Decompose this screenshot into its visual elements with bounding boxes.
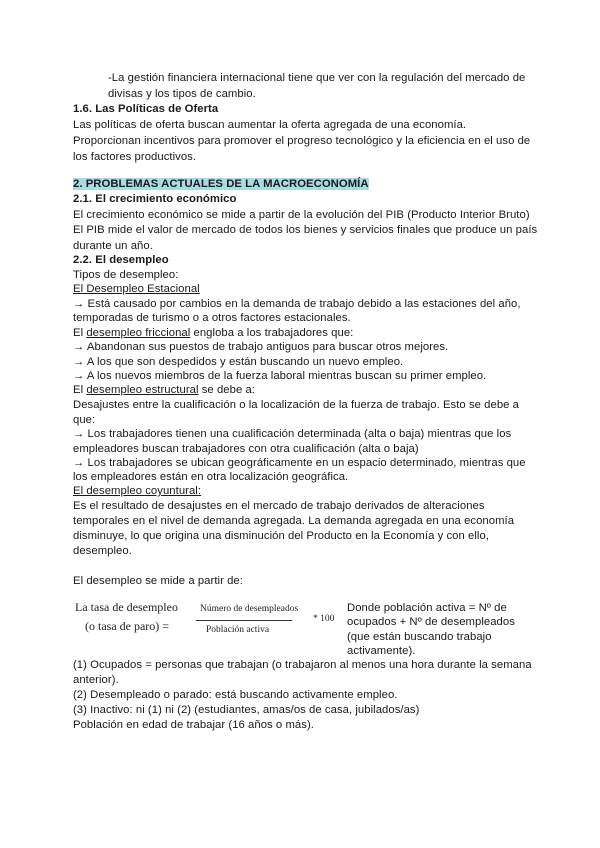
unemployment-rate-formula: [73, 598, 343, 646]
formula-note-line: ocupados + Nº de desempleados: [347, 616, 515, 628]
subheading-estructural: desempleo estructural: [86, 384, 199, 396]
section-heading-2-2: 2.2. El desempleo: [73, 254, 169, 266]
definition-line: (1) Ocupados = personas que trabajan (o trabajaron al menos una hora durante la semana: [73, 659, 532, 671]
paragraph-line: El PIB mide el valor de mercado de todos los bienes y servicios finales que produce un país: [73, 224, 538, 236]
chapter-heading-2: [73, 176, 369, 192]
highlighted-heading: 2. PROBLEMAS ACTUALES DE LA MACROECONOMÍA: [73, 178, 369, 190]
paragraph-line: temporales en el nivel de demanda agregada. La demanda agregada en una economía: [73, 515, 515, 527]
paragraph-line: [73, 382, 255, 398]
paragraph-line: El desempleo se mide a partir de:: [73, 575, 243, 587]
text-run: El: [73, 327, 87, 339]
formula-numerator: Número de desempleados: [200, 604, 299, 614]
definition-line: (2) Desempleado o parado: está buscando activamente empleo.: [73, 689, 398, 701]
paragraph-line: los empleadores están en otra localización geográfica.: [73, 471, 349, 483]
paragraph-line: Tipos de desempleo:: [73, 269, 179, 281]
definition-line: (3) Inactivo: ni (1) ni (2) (estudiantes, amas/os de casa, jubilados/as): [73, 704, 420, 716]
paragraph-line: Las políticas de oferta buscan aumentar la oferta agregada de una economía.: [73, 119, 467, 131]
paragraph-line: divisas y los tipos de cambio.: [108, 88, 256, 100]
subheading-estacional: El Desempleo Estacional: [73, 283, 200, 295]
paragraph-line: → A los nuevos miembros de la fuerza laboral mientras buscan su primer empleo.: [73, 370, 487, 382]
text-run: engloba a los trabajadores que:: [190, 327, 354, 339]
paragraph-line: temporadas de turismo o a otros factores estacionales.: [73, 312, 351, 324]
text-run: El: [73, 384, 87, 396]
paragraph-line: los factores productivos.: [73, 151, 197, 163]
paragraph-line: → Los trabajadores se ubican geográficamente en un espacio determinado, mientras que: [73, 457, 526, 469]
subheading-coyuntural: El desempleo coyuntural:: [73, 485, 202, 497]
section-heading-2-1: 2.1. El crecimiento económico: [73, 193, 237, 205]
formula-note-line: Donde población activa = Nº de: [347, 602, 507, 614]
definition-line: Población en edad de trabajar (16 años o más).: [73, 719, 314, 731]
paragraph-line: El crecimiento económico se mide a partir de la evolución del PIB (Producto Interior Bruto): [73, 209, 530, 221]
formula-denominator: Población activa: [206, 625, 270, 635]
fraction-bar: [196, 620, 292, 621]
paragraph-line: que:: [73, 414, 96, 426]
formula-lhs-line2: (o tasa de paro) =: [85, 619, 170, 633]
paragraph-line: Desajustes entre la cualificación o la localización de la fuerza de trabajo. Esto se debe a: [73, 399, 520, 411]
formula-note-line: activamente).: [347, 645, 416, 657]
paragraph-line: → Abandonan sus puestos de trabajo antiguos para buscar otros mejores.: [73, 341, 449, 353]
paragraph-line: Es el resultado de desajustes en el mercado de trabajo derivados de alteraciones: [73, 500, 485, 512]
paragraph-line: → A los que son despedidos y están buscando un nuevo empleo.: [73, 356, 404, 368]
subheading-friccional: desempleo friccional: [86, 327, 191, 339]
paragraph-line: → Los trabajadores tienen una cualificación determinada (alta o baja) mientras que los: [73, 428, 512, 440]
formula-note-line: (que están buscando trabajo: [347, 631, 492, 643]
paragraph-line: disminuye, lo que origina una disminución del Producto en la Economía y con ello,: [73, 530, 489, 542]
paragraph-line: desempleo.: [73, 545, 132, 557]
definition-line: anterior).: [73, 674, 119, 686]
formula-multiplier: * 100: [313, 614, 335, 624]
paragraph-line: → Está causado por cambios en la demanda de trabajo debido a las estaciones del año,: [73, 298, 521, 310]
paragraph-line: -La gestión financiera internacional tiene que ver con la regulación del mercado de: [108, 72, 526, 84]
section-heading-1-6: 1.6. Las Políticas de Oferta: [73, 103, 219, 115]
paragraph-line: empleadores buscan trabajadores con otra cualificación (alta o baja): [73, 443, 419, 455]
paragraph-line: durante un año.: [73, 240, 153, 252]
paragraph-line: Proporcionan incentivos para promover el progreso tecnológico y la eficiencia en el uso de: [73, 135, 531, 147]
text-run: se debe a:: [198, 384, 255, 396]
formula-lhs-line1: La tasa de desempleo: [75, 600, 178, 614]
